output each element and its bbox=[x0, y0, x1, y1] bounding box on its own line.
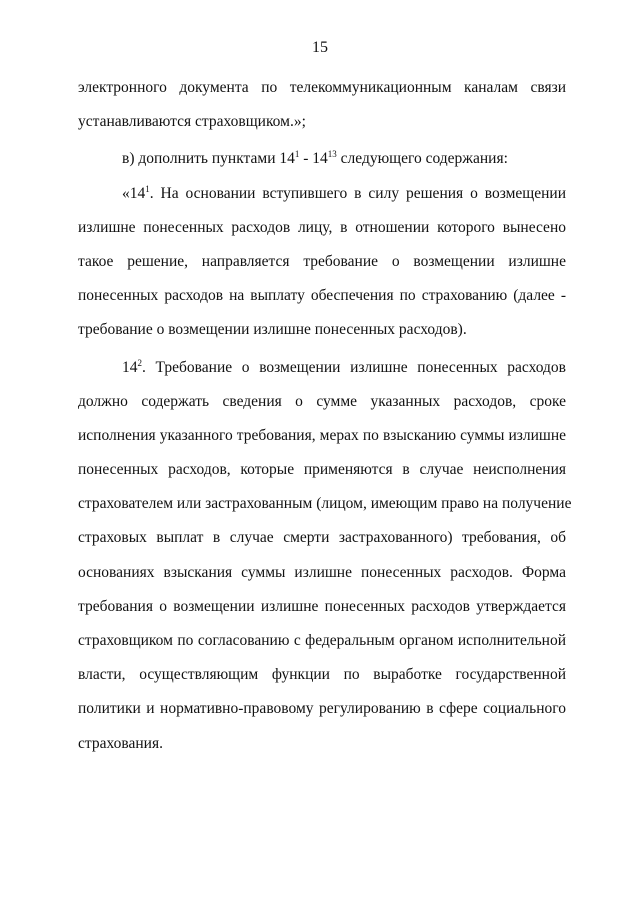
text-line: страховых выплат в случае смерти застрахованного) требования, об bbox=[78, 529, 566, 547]
text-line: исполнения указанного требования, мерах по взысканию суммы излишне bbox=[78, 426, 566, 444]
text-line: должно содержать сведения о сумме указанных расходов, сроке bbox=[78, 392, 566, 410]
document-body bbox=[78, 75, 572, 765]
text-line: требования о возмещении излишне понесенных расходов утверждается bbox=[78, 597, 566, 615]
text-line: власти, осуществляющим функции по выработке государственной bbox=[78, 666, 566, 684]
text-line: основаниях взыскания суммы излишне понесенных расходов. Форма bbox=[78, 563, 566, 581]
text-line: страховщиком по согласованию с федеральным органом исполнительной bbox=[78, 632, 566, 649]
superscript: 1 bbox=[145, 183, 150, 194]
text-run: в) дополнить пунктами 14 bbox=[122, 150, 295, 168]
text-line: электронного документа по телекоммуникационным каналам связи bbox=[78, 79, 566, 96]
text-run: следующего содержания: bbox=[336, 150, 508, 168]
text-run: . Требование о возмещении излишне понесенных расходов bbox=[142, 358, 566, 376]
text-run: «14 bbox=[122, 184, 146, 202]
superscript: 1 bbox=[294, 149, 300, 160]
text-run: - 14 bbox=[299, 150, 328, 168]
text-line: устанавливаются страховщиком.»; bbox=[78, 113, 306, 131]
superscript: 2 bbox=[137, 357, 142, 368]
text-run: 14 bbox=[122, 358, 138, 376]
page-number: 15 bbox=[312, 39, 328, 56]
text-line: понесенных расходов, которые применяются в случае неисполнения bbox=[78, 461, 566, 479]
clause-intro-line bbox=[78, 146, 566, 180]
paragraph-14-1-start bbox=[78, 181, 566, 215]
text-run: . На основании вступившего в силу решения о возмещении bbox=[149, 184, 566, 202]
paragraph-14-2-start bbox=[78, 355, 566, 389]
text-line: такое решение, направляется требование о возмещении излишне bbox=[78, 252, 566, 270]
text-line: страхования. bbox=[78, 734, 163, 752]
text-line: политики и нормативно-правовому регулированию в сфере социального bbox=[78, 700, 566, 718]
text-line: страхователем или застрахованным (лицом, имеющим право на получение bbox=[78, 495, 572, 513]
text-line: понесенных расходов на выплату обеспечения по страхованию (далее - bbox=[78, 287, 566, 305]
text-line: излишне понесенных расходов лицу, в отношении которого вынесено bbox=[78, 218, 566, 236]
text-line: требование о возмещении излишне понесенных расходов). bbox=[78, 321, 467, 339]
superscript: 13 bbox=[327, 149, 337, 160]
